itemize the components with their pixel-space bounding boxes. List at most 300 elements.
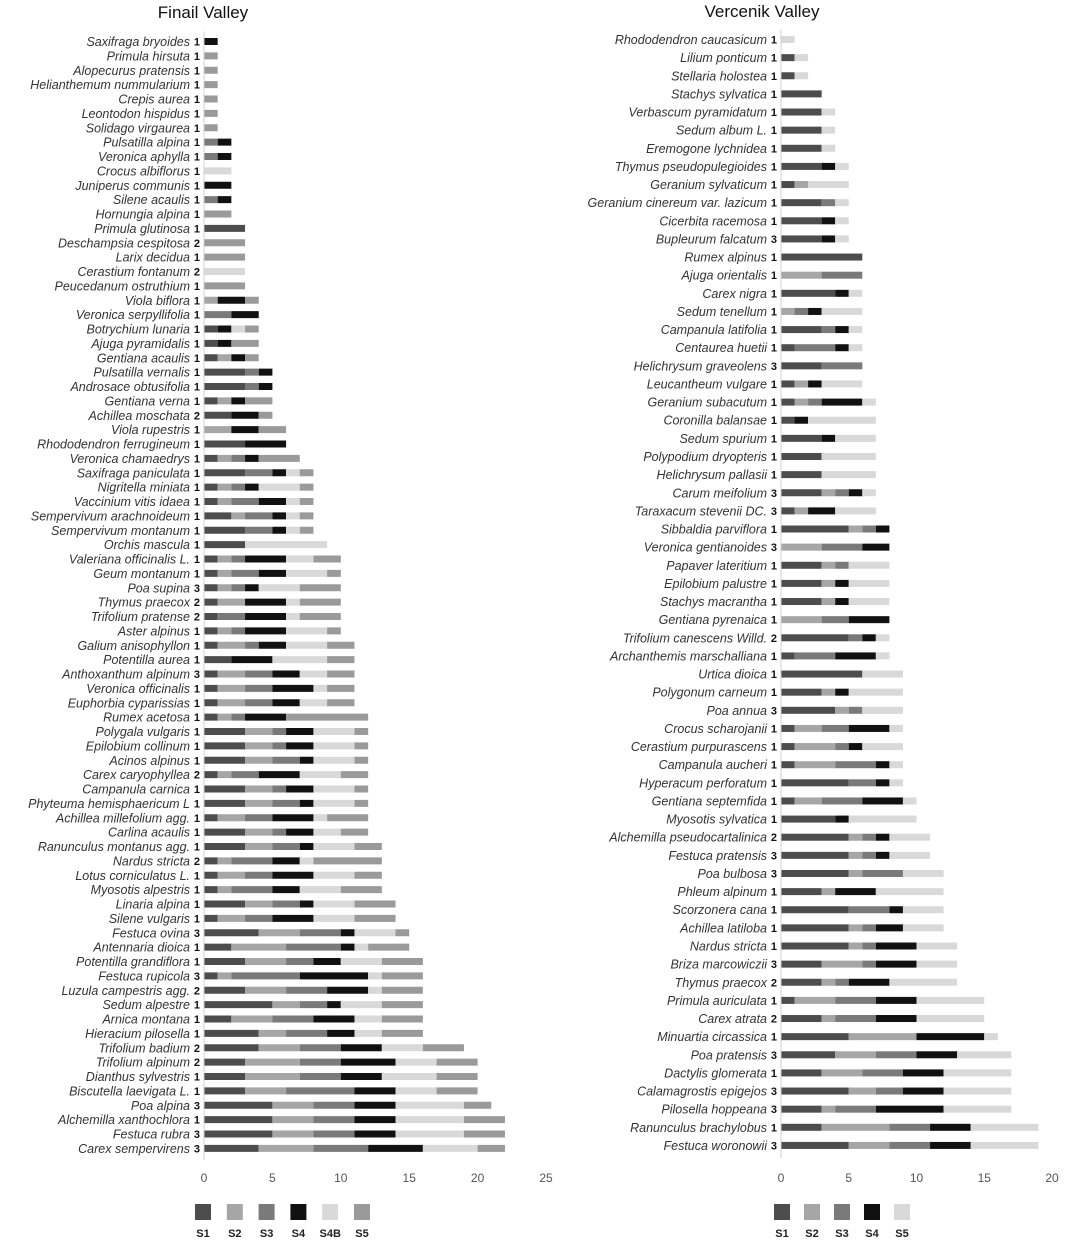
finail-species-label: Phyteuma hemisphaericum L <box>28 796 190 811</box>
vercenik-chart-title: Vercenik Valley <box>704 2 820 21</box>
finail-bar-s4 <box>204 38 218 45</box>
vercenik-species-label: Gentiana pyrenaica <box>658 613 767 628</box>
vercenik-bar-s4 <box>849 616 890 623</box>
finail-species-label: Orchis mascula <box>103 538 190 553</box>
finail-species-label: Gentiana verna <box>104 394 190 409</box>
finail-species-label: Hieracium pilosella <box>85 1026 190 1041</box>
vercenik-count-label: 1 <box>770 415 777 428</box>
vercenik-species-label: Stachys sylvatica <box>671 87 767 102</box>
vercenik-bar-s1 <box>781 471 822 478</box>
finail-bar-s1 <box>204 915 218 922</box>
vercenik-bar-s4 <box>930 1142 971 1149</box>
finail-bar-s2 <box>218 484 232 491</box>
finail-bar-s4 <box>354 1116 395 1123</box>
vercenik-bar-s1 <box>781 580 822 587</box>
vercenik-bar-s3 <box>849 634 863 641</box>
vercenik-bar-s5 <box>835 435 876 442</box>
vercenik-species-label: Cicerbita racemosa <box>659 214 767 229</box>
vercenik-bar-s4 <box>835 652 876 659</box>
vercenik-bar-s5 <box>889 852 930 859</box>
vercenik-species-label: Thymus praecox <box>674 975 767 990</box>
vercenik-bar-s1 <box>781 199 822 206</box>
finail-bar-s1 <box>204 901 245 908</box>
vercenik-bar-s4 <box>849 489 863 496</box>
finail-bar-s4b <box>286 570 327 577</box>
vercenik-bar-s1 <box>781 72 795 79</box>
vercenik-legend-swatch-s5 <box>894 1204 910 1220</box>
finail-bar-s4 <box>300 800 314 807</box>
finail-x-tick-label: 25 <box>539 1171 553 1185</box>
vercenik-bar-s3 <box>822 362 863 369</box>
finail-bar-s5 <box>437 1059 478 1066</box>
finail-bar-s1 <box>204 570 218 577</box>
finail-species-label: Potentilla aurea <box>103 653 190 668</box>
finail-count-label: 1 <box>193 137 200 150</box>
finail-bar-s3 <box>272 757 299 764</box>
finail-bar-s4 <box>300 901 314 908</box>
vercenik-species-label: Veronica gentianoides <box>643 540 767 555</box>
finail-bar-s4b <box>286 512 300 519</box>
finail-species-label: Potentilla grandiflora <box>76 955 190 969</box>
finail-bar-s4b <box>313 872 354 879</box>
finail-bar-s1 <box>204 728 245 735</box>
finail-species-label: Carex sempervirens <box>78 1141 190 1156</box>
vercenik-bar-s4 <box>876 761 890 768</box>
finail-species-label: Viola biflora <box>124 293 190 308</box>
finail-bar-s5 <box>327 699 354 706</box>
finail-bar-s3 <box>272 800 299 807</box>
finail-count-label: 1 <box>193 798 200 811</box>
finail-count-label: 1 <box>193 424 200 437</box>
finail-bar-s2 <box>218 872 245 879</box>
finail-count-label: 1 <box>193 740 200 753</box>
finail-bar-s5 <box>354 800 368 807</box>
vercenik-bar-s1 <box>781 1033 849 1040</box>
finail-count-label: 1 <box>193 640 200 653</box>
vercenik-count-label: 3 <box>770 959 777 972</box>
vercenik-bar-s5 <box>795 72 809 79</box>
finail-bar-s4b <box>396 1102 464 1109</box>
finail-bar-s1 <box>204 1087 245 1094</box>
vercenik-bar-s4 <box>876 961 917 968</box>
finail-count-label: 2 <box>193 1057 200 1070</box>
finail-bar-s2 <box>218 714 232 721</box>
finail-bar-s2 <box>245 829 272 836</box>
vercenik-count-label: 1 <box>770 252 777 265</box>
finail-bar-s4 <box>272 872 313 879</box>
finail-bar-s4 <box>231 412 258 419</box>
finail-bar-s4 <box>245 441 286 448</box>
vercenik-bar-s1 <box>781 127 822 134</box>
finail-count-label: 1 <box>193 439 200 451</box>
finail-bar-s3 <box>272 829 286 836</box>
finail-count-label: 1 <box>193 625 200 638</box>
vercenik-bar-s4 <box>876 924 903 931</box>
vercenik-bar-s2 <box>795 380 809 387</box>
finail-species-label: Leontodon hispidus <box>81 106 190 121</box>
finail-bar-s4 <box>368 1145 423 1152</box>
finail-bar-s2 <box>245 901 272 908</box>
vercenik-bar-s2 <box>849 1033 917 1040</box>
vercenik-bar-s5 <box>903 906 944 913</box>
finail-species-label: Alchemilla xanthochlora <box>57 1113 190 1128</box>
finail-species-label: Sempervivum montanum <box>51 523 190 538</box>
finail-bar-s5 <box>327 685 354 692</box>
finail-x-tick-label: 15 <box>402 1171 416 1185</box>
vercenik-bar-s5 <box>795 54 809 61</box>
finail-bar-s3 <box>286 1087 354 1094</box>
finail-bar-s1 <box>204 1059 245 1066</box>
finail-bar-s4 <box>245 584 259 591</box>
vercenik-count-label: 1 <box>770 759 777 772</box>
finail-bar-s4b <box>396 1059 437 1066</box>
vercenik-bar-s1 <box>781 1069 822 1076</box>
finail-bar-s1 <box>204 886 218 893</box>
finail-bar-s5 <box>382 1016 423 1023</box>
finail-count-label: 1 <box>193 1114 200 1127</box>
finail-species-label: Pulsatilla alpina <box>103 135 190 150</box>
vercenik-species-label: Rumex alpinus <box>684 250 767 265</box>
finail-bar-s4b <box>313 685 327 692</box>
finail-bar-s4b <box>354 1016 381 1023</box>
finail-bar-s1 <box>204 1131 272 1138</box>
vercenik-bar-s3 <box>795 344 836 351</box>
vercenik-count-label: 1 <box>770 886 777 899</box>
vercenik-bar-s1 <box>781 634 849 641</box>
vercenik-bar-s4 <box>822 399 863 406</box>
finail-species-label: Crocus albiflorus <box>96 164 190 179</box>
vercenik-species-label: Carex atrata <box>698 1012 767 1027</box>
finail-bar-s4b <box>368 987 382 994</box>
finail-bar-s5 <box>354 901 395 908</box>
finail-bar-s4 <box>218 153 232 160</box>
finail-bar-s4 <box>286 829 313 836</box>
vercenik-species-label: Sedum tenellum <box>676 304 767 319</box>
finail-legend-swatch-s2 <box>227 1204 243 1220</box>
finail-bar-s2 <box>231 512 245 519</box>
finail-bar-s1 <box>204 584 218 591</box>
finail-bar-s4 <box>245 627 286 634</box>
vercenik-bar-s5 <box>835 163 849 170</box>
vercenik-count-label: 1 <box>770 125 777 138</box>
vercenik-legend-label-s1: S1 <box>775 1228 789 1240</box>
vercenik-bar-s1 <box>781 834 849 841</box>
finail-bar-s4b <box>313 901 354 908</box>
finail-bar-s2 <box>218 699 245 706</box>
vercenik-bar-s4 <box>808 380 822 387</box>
finail-bar-s2 <box>218 771 232 778</box>
vercenik-species-label: Carum meifolium <box>672 486 767 501</box>
vercenik-count-label: 1 <box>770 741 777 754</box>
finail-legend-label-s5: S5 <box>355 1228 369 1240</box>
finail-bar-s2 <box>245 987 286 994</box>
vercenik-species-label: Poa pratensis <box>690 1048 767 1063</box>
finail-legend-swatch-s5 <box>354 1204 370 1220</box>
finail-legend-label-s3: S3 <box>259 1228 274 1240</box>
vercenik-bar-s5 <box>849 598 890 605</box>
vercenik-bar-s2 <box>822 580 836 587</box>
finail-bar-s5 <box>354 728 368 735</box>
finail-bar-s3 <box>204 311 231 318</box>
finail-bar-s4b <box>382 1044 423 1051</box>
vercenik-bar-s1 <box>781 435 822 442</box>
vercenik-bar-s5 <box>849 562 890 569</box>
finail-count-label: 1 <box>193 280 200 293</box>
vercenik-bar-s4 <box>835 344 849 351</box>
vercenik-bar-s5 <box>917 997 985 1004</box>
vercenik-species-label: Carex nigra <box>702 286 767 301</box>
vercenik-bar-s1 <box>781 453 822 460</box>
finail-bar-s5 <box>382 958 423 965</box>
finail-count-label: 1 <box>193 79 200 92</box>
vercenik-bar-s1 <box>781 1088 849 1095</box>
finail-bar-s3 <box>231 771 258 778</box>
vercenik-count-label: 3 <box>770 868 777 881</box>
vercenik-bar-s1 <box>781 217 822 224</box>
finail-bar-s1 <box>204 685 218 692</box>
vercenik-count-label: 1 <box>770 197 777 210</box>
vercenik-bar-s1 <box>781 1051 835 1058</box>
vercenik-bar-s5 <box>917 961 958 968</box>
finail-bar-s4 <box>354 1087 395 1094</box>
finail-count-label: 1 <box>193 338 200 351</box>
finail-bar-s4b <box>396 1087 437 1094</box>
finail-bar-s1 <box>204 527 245 534</box>
vercenik-bar-s5 <box>849 689 903 696</box>
finail-count-label: 1 <box>193 999 200 1012</box>
vercenik-bar-s4 <box>876 834 890 841</box>
vercenik-species-label: Festuca woronowii <box>663 1138 767 1153</box>
vercenik-count-label: 1 <box>770 397 777 410</box>
finail-bar-s3 <box>272 742 286 749</box>
finail-legend-swatch-s1 <box>195 1204 211 1220</box>
finail-bar-s4 <box>245 613 286 620</box>
finail-species-label: Festuca rubra <box>112 1127 190 1142</box>
finail-species-label: Geum montanum <box>93 566 190 581</box>
vercenik-bar-s2 <box>795 399 809 406</box>
finail-count-label: 1 <box>193 209 200 221</box>
finail-count-label: 1 <box>193 467 200 480</box>
vercenik-bar-s1 <box>781 235 822 242</box>
finail-legend-label-s4: S4 <box>291 1228 306 1240</box>
finail-bar-s4b <box>354 929 395 936</box>
finail-species-label: Hornungia alpina <box>95 207 190 222</box>
vercenik-bar-s1 <box>781 90 822 97</box>
finail-bar-s2 <box>218 556 232 563</box>
vercenik-count-label: 1 <box>770 52 777 65</box>
finail-bar-s4 <box>327 1001 341 1008</box>
finail-bar-s5 <box>354 742 368 749</box>
finail-bar-s1 <box>204 1030 259 1037</box>
vercenik-bar-s2 <box>822 1106 836 1113</box>
finail-bar-s5 <box>204 110 218 117</box>
finail-count-label: 1 <box>193 726 200 739</box>
finail-bar-s5 <box>300 599 341 606</box>
vercenik-bar-s1 <box>781 507 795 514</box>
finail-bar-s4 <box>272 814 313 821</box>
finail-species-label: Larix decidua <box>115 250 190 265</box>
vercenik-bar-s3 <box>849 779 876 786</box>
vercenik-bar-s2 <box>822 888 836 895</box>
vercenik-count-label: 1 <box>770 143 777 156</box>
vercenik-species-label: Calamagrostis epigejos <box>637 1084 767 1099</box>
vercenik-count-label: 3 <box>770 1049 777 1062</box>
finail-bar-s2 <box>231 944 286 951</box>
finail-bar-s5 <box>300 484 314 491</box>
finail-bar-s4b <box>313 757 354 764</box>
vercenik-bar-s2 <box>795 725 822 732</box>
vercenik-bar-s5 <box>822 127 836 134</box>
finail-species-label: Veronica officinalis <box>86 681 190 696</box>
vercenik-count-label: 1 <box>770 814 777 827</box>
vercenik-bar-s3 <box>849 906 890 913</box>
vercenik-bar-s3 <box>808 399 822 406</box>
finail-species-label: Rumex acetosa <box>103 710 190 725</box>
finail-bar-s5 <box>437 1087 478 1094</box>
finail-bar-s5 <box>464 1131 505 1138</box>
finail-count-label: 3 <box>193 582 200 595</box>
finail-species-label: Veronica chamaedrys <box>69 451 190 466</box>
finail-bar-s2 <box>218 814 245 821</box>
finail-bar-s3 <box>204 153 218 160</box>
finail-bar-s2 <box>259 929 300 936</box>
finail-count-label: 1 <box>193 194 200 207</box>
finail-bar-s5 <box>204 282 245 289</box>
finail-bar-s3 <box>272 901 299 908</box>
finail-count-label: 2 <box>193 985 200 998</box>
vercenik-legend-swatch-s2 <box>804 1204 820 1220</box>
finail-bar-s3 <box>231 455 245 462</box>
finail-bar-s2 <box>245 1059 300 1066</box>
finail-bar-s4b <box>300 699 327 706</box>
finail-bar-s4 <box>218 139 232 146</box>
finail-legend-swatch-s4b <box>322 1204 338 1220</box>
finail-bar-s4 <box>272 699 299 706</box>
finail-count-label: 2 <box>193 410 200 423</box>
finail-x-tick-label: 10 <box>334 1171 348 1185</box>
finail-bar-s3 <box>245 369 259 376</box>
finail-bar-s5 <box>354 786 368 793</box>
vercenik-count-label: 1 <box>770 342 777 355</box>
vercenik-bar-s1 <box>781 1142 849 1149</box>
finail-bar-s5 <box>204 67 218 74</box>
finail-bar-s2 <box>218 397 232 404</box>
vercenik-bar-s3 <box>835 1015 876 1022</box>
finail-species-label: Euphorbia cyparissias <box>67 696 190 711</box>
finail-bar-s5 <box>245 397 272 404</box>
finail-species-label: Myosotis alpestris <box>90 883 190 898</box>
finail-count-label: 1 <box>193 956 200 969</box>
vercenik-bar-s2 <box>849 870 863 877</box>
vercenik-species-label: Geranium subacutum <box>647 395 767 410</box>
finail-bar-s4b <box>286 556 313 563</box>
finail-bar-s2 <box>272 1116 313 1123</box>
vercenik-species-label: Minuartia circassica <box>657 1030 767 1045</box>
vercenik-species-label: Rhododendron caucasicum <box>614 33 767 47</box>
finail-bar-s3 <box>245 685 272 692</box>
finail-bar-s5 <box>382 972 423 979</box>
finail-bar-s3 <box>300 929 341 936</box>
vercenik-species-label: Lilium ponticum <box>680 51 767 66</box>
finail-count-label: 1 <box>193 352 200 365</box>
vercenik-count-label: 1 <box>770 70 777 83</box>
finail-count-label: 1 <box>193 712 200 725</box>
vercenik-species-label: Campanula aucheri <box>658 758 767 773</box>
finail-bar-s3 <box>204 196 218 203</box>
finail-bar-s1 <box>204 441 245 448</box>
vercenik-bar-s3 <box>822 544 863 551</box>
vercenik-bar-s2 <box>822 598 836 605</box>
finail-bar-s3 <box>313 1116 354 1123</box>
finail-bar-s2 <box>218 972 232 979</box>
finail-count-label: 1 <box>193 784 200 796</box>
vercenik-bar-s4 <box>876 779 890 786</box>
finail-bar-s3 <box>231 498 258 505</box>
finail-bar-s1 <box>204 786 245 793</box>
finail-bar-s5 <box>341 771 368 778</box>
vercenik-species-label: Sedum spurium <box>679 431 767 446</box>
vercenik-bar-s5 <box>835 217 849 224</box>
vercenik-bar-s1 <box>781 344 795 351</box>
finail-bar-s4 <box>259 498 286 505</box>
vercenik-species-label: Alchemilla pseudocartalinica <box>609 830 767 845</box>
vercenik-bar-s2 <box>849 1088 876 1095</box>
finail-bar-s4b <box>341 958 382 965</box>
finail-bar-s4 <box>272 685 313 692</box>
vercenik-count-label: 1 <box>770 88 777 101</box>
finail-bar-s5 <box>341 829 368 836</box>
finail-bar-s4 <box>231 311 258 318</box>
vercenik-species-label: Achillea latiloba <box>680 921 767 936</box>
vercenik-legend-swatch-s4 <box>864 1204 880 1220</box>
finail-bar-s3 <box>313 1131 354 1138</box>
vercenik-count-label: 1 <box>770 1067 777 1080</box>
vercenik-species-label: Poa bulbosa <box>697 866 767 881</box>
vercenik-bar-s4 <box>822 435 836 442</box>
finail-bar-s5 <box>300 469 314 476</box>
vercenik-species-label: Briza marcowiczii <box>670 957 767 972</box>
vercenik-bar-s3 <box>876 1051 917 1058</box>
finail-bar-s5 <box>327 671 354 678</box>
finail-bar-s4 <box>259 383 273 390</box>
finail-x-tick-label: 20 <box>470 1171 485 1185</box>
finail-species-label: Peucedanum ostruthium <box>54 279 190 294</box>
finail-bar-s5 <box>327 814 368 821</box>
vercenik-bar-s1 <box>781 689 822 696</box>
vercenik-bar-s1 <box>781 997 795 1004</box>
vercenik-bar-s2 <box>781 272 822 279</box>
vercenik-bar-s5 <box>849 816 917 823</box>
finail-bar-s5 <box>423 1044 464 1051</box>
finail-bar-s1 <box>204 671 218 678</box>
vercenik-species-label: Geranium sylvaticum <box>650 178 767 193</box>
vercenik-species-label: Stellaria holostea <box>671 69 767 84</box>
vercenik-species-label: Geranium cinereum var. lazicum <box>587 196 767 211</box>
finail-bar-s5 <box>354 915 395 922</box>
finail-bar-s2 <box>272 1102 313 1109</box>
finail-bar-s3 <box>204 139 218 146</box>
vercenik-species-label: Archanthemis marschalliana <box>609 649 767 664</box>
vercenik-bar-s1 <box>781 181 795 188</box>
finail-bar-s2 <box>218 671 245 678</box>
vercenik-bar-s2 <box>822 1124 890 1131</box>
vercenik-bar-s1 <box>781 109 822 116</box>
finail-bar-s3 <box>245 915 272 922</box>
finail-bar-s1 <box>204 383 245 390</box>
finail-bar-s4 <box>218 340 232 347</box>
finail-count-label: 2 <box>193 769 200 782</box>
finail-count-label: 1 <box>193 525 200 538</box>
